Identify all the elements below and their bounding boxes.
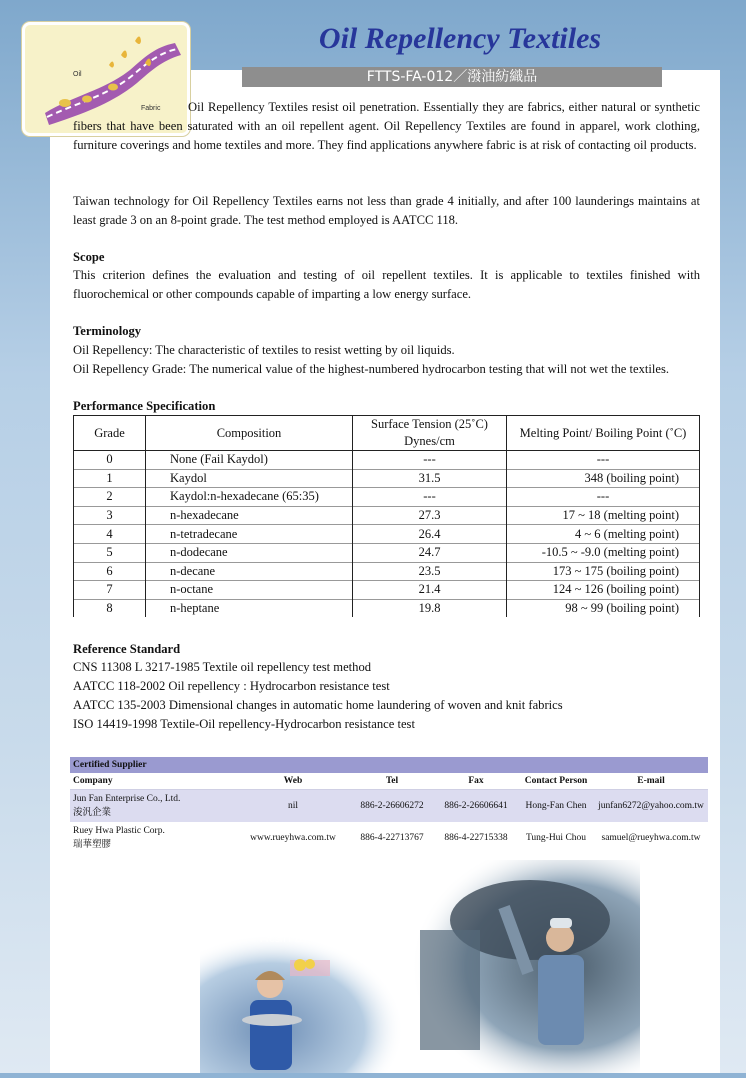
col-company: Company [73,776,113,786]
header-surface-tension [353,416,507,451]
terminology-heading: Terminology [73,324,142,338]
point-cell: 124 ~ 126 (boiling point) [507,581,700,600]
table-row [74,506,700,525]
table-row [74,525,700,544]
composition-cell: n-dodecane [146,543,353,562]
table-header-row [74,416,700,451]
table-row [74,543,700,562]
supplier-row [70,790,708,822]
supplier-company [70,825,236,851]
supplier-tel: 886-2-26606272 [360,801,424,811]
company-name-zh: 浚汎企業 [73,807,112,818]
grade-cell: 1 [74,469,146,488]
supplier-email: junfan6272@yahoo.com.tw [598,801,704,811]
company-name-en: Ruey Hwa Plastic Corp. [73,826,165,836]
point-cell: 17 ~ 18 (melting point) [507,506,700,525]
logo-oil-label: Oil [73,71,82,78]
point-cell: 98 ~ 99 (boiling point) [507,599,700,617]
supplier-fax: 886-2-26606641 [444,801,508,811]
composition-cell: None (Fail Kaydol) [146,451,353,470]
header-composition: Composition [146,416,353,451]
company-name-zh: 瑞華塑膠 [73,839,112,850]
reference-item: CNS 11308 L 3217-1985 Textile oil repellency test method [73,660,372,674]
tension-cell: 23.5 [353,562,507,581]
col-fax: Fax [468,776,484,786]
grade-cell: 4 [74,525,146,544]
grade-cell: 5 [74,543,146,562]
point-cell: 348 (boiling point) [507,469,700,488]
header-surface-tension-line2: Dynes/cm [404,434,455,448]
supplier-contact: Hong-Fan Chen [525,801,587,811]
col-email: E-mail [637,776,665,786]
terminology-line-2: Oil Repellency Grade: The numerical value of the highest-numbered hydrocarbon testing that will not wet the textiles. [73,362,670,376]
grade-cell: 0 [74,451,146,470]
table-row [74,562,700,581]
logo-fabric-label: Fabric [141,105,161,112]
reference-item: ISO 14419-1998 Textile-Oil repellency-Hydrocarbon resistance test [73,717,415,731]
composition-cell: Kaydol:n-hexadecane (65:35) [146,488,353,507]
tension-cell: --- [353,488,507,507]
photo-collage [200,860,640,1073]
page-title: Oil Repellency Textiles [318,22,602,55]
col-web: Web [283,776,303,786]
certified-supplier-table [70,757,708,854]
intro-paragraph-1: Oil Repellency Textiles resist oil penetration. Essentially they are fabrics, either natural or synthetic fibers that have been saturated with an oil repellent agent. Oil Repellency Textiles are found in apparel, work clothing, furniture coverings and home textiles and more. They find applications anywhere fabric is at risk of contacting oil products. [73,100,700,152]
composition-cell: n-heptane [146,599,353,617]
supplier-fax: 886-4-22715338 [444,833,508,843]
tension-cell: 19.8 [353,599,507,617]
header-surface-tension-line1: Surface Tension (25˚C) [371,417,488,431]
point-cell: --- [507,451,700,470]
reference-item: AATCC 135-2003 Dimensional changes in automatic home laundering of woven and knit fabrics [73,698,563,712]
col-tel: Tel [385,776,399,786]
composition-cell: Kaydol [146,469,353,488]
tension-cell: --- [353,451,507,470]
composition-cell: n-tetradecane [146,525,353,544]
grade-cell: 2 [74,488,146,507]
table-row [74,599,700,617]
certified-supplier-heading: Certified Supplier [70,757,708,773]
fresh-fish-sign: Fresh Fish [260,934,308,945]
table-row [74,451,700,470]
table-row [74,488,700,507]
reference-list [73,658,700,734]
tension-cell: 21.4 [353,581,507,600]
composition-cell: n-octane [146,581,353,600]
workers-photo [200,860,640,1073]
grade-cell: 7 [74,581,146,600]
tension-cell: 24.7 [353,543,507,562]
grade-cell: 6 [74,562,146,581]
supplier-email: samuel@rueyhwa.com.tw [601,833,701,843]
performance-table [73,415,700,617]
company-name-en: Jun Fan Enterprise Co., Ltd. [73,794,181,804]
supplier-company [70,793,236,819]
tension-cell: 26.4 [353,525,507,544]
point-cell: 4 ~ 6 (melting point) [507,525,700,544]
supplier-web: www.rueyhwa.com.tw [250,833,336,843]
header-grade: Grade [74,416,146,451]
standard-code-bar: FTTS-FA-012／潑油紡織品 [242,67,662,87]
point-cell: -10.5 ~ -9.0 (melting point) [507,543,700,562]
intro-paragraph-2: Taiwan technology for Oil Repellency Textiles earns not less than grade 4 initially, and after 100 launderings maintains at least grade 3 on an 8-point grade. The test method employed is AATCC 118. [73,194,700,227]
terminology-line-1: Oil Repellency: The characteristic of textiles to resist wetting by oil liquids. [73,343,455,357]
grade-cell: 8 [74,599,146,617]
point-cell: 173 ~ 175 (boiling point) [507,562,700,581]
performance-heading: Performance Specification [73,399,216,413]
tension-cell: 31.5 [353,469,507,488]
scope-heading: Scope [73,250,105,264]
supplier-row [70,822,708,854]
supplier-header-row [70,773,708,790]
composition-cell: n-decane [146,562,353,581]
scope-text: This criterion defines the evaluation and testing of oil repellent textiles. It is applicable to textiles finished with fluorochemical or other compounds capable of imparting a low energy surface. [73,268,700,301]
grade-cell: 3 [74,506,146,525]
supplier-tel: 886-4-22713767 [360,833,424,843]
table-row [74,469,700,488]
table-row [74,581,700,600]
point-cell: --- [507,488,700,507]
composition-cell: n-hexadecane [146,506,353,525]
supplier-contact: Tung-Hui Chou [525,833,587,843]
supplier-web: nil [287,801,299,811]
reference-heading: Reference Standard [73,642,181,656]
reference-item: AATCC 118-2002 Oil repellency : Hydrocarbon resistance test [73,679,390,693]
header-melting-boiling: Melting Point/ Boiling Point (˚C) [507,416,700,451]
tension-cell: 27.3 [353,506,507,525]
col-contact: Contact Person [524,776,588,786]
